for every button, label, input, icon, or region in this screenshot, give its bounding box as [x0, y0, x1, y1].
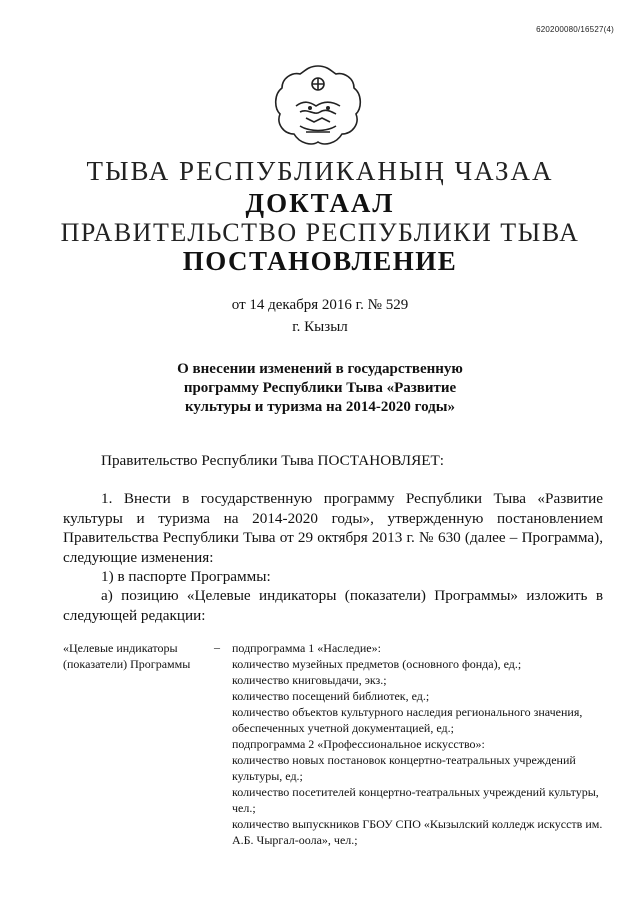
list-item: количество музейных предметов (основного фонда), ед.; — [232, 657, 522, 671]
list-item: количество объектов культурного наследия регионального значения, обеспеченных учетной документацией, ед.; — [232, 705, 583, 735]
preamble-paragraph: Правительство Республики Тыва ПОСТАНОВЛЯЕТ: — [101, 452, 444, 469]
table-dash: – — [214, 640, 220, 654]
list-item: подпрограмма 1 «Наследие»: — [232, 641, 381, 655]
list-item: количество книговыдачи, экз.; — [232, 673, 387, 687]
decree-title — [0, 360, 640, 417]
title-line: программу Республики Тыва «Развитие — [183, 380, 457, 396]
document-id: 620200080/16527(4) — [536, 25, 614, 34]
header-tuvan-government: ТЫВА РЕСПУБЛИКАНЫҢ ЧАЗАА — [86, 156, 554, 186]
clause-1-subitem: 1) в паспорте Программы: — [101, 568, 271, 585]
decree-date: от 14 декабря 2016 г. № 529 — [231, 297, 409, 313]
header-tuvan-decree: ДОКТААЛ — [245, 188, 395, 218]
coat-of-arms-emblem-icon — [270, 62, 366, 150]
list-item: количество посетителей концертно-театральных учреждений культуры, чел.; — [232, 785, 599, 815]
clause-1-subsubitem: а) позицию «Целевые индикаторы (показатели) Программы» изложить в следующей редакции: — [63, 587, 603, 624]
header-government: ПРАВИТЕЛЬСТВО РЕСПУБЛИКИ ТЫВА — [60, 218, 580, 247]
list-item: количество выпускников ГБОУ СПО «Кызылский колледж искусств им. А.Б. Чыргал-оола», чел.; — [232, 817, 603, 847]
list-item: количество новых постановок концертно-театральных учреждений культуры, ед.; — [232, 753, 576, 783]
list-item: количество посещений библиотек, ед.; — [232, 689, 430, 703]
clause-1-paragraph: 1. Внести в государственную программу Республики Тыва «Развитие культуры и туризма на 2014-2020 годы», утвержденную постановлением Правительства Республики Тыва от 29 октября 2013 г. № 630 (далее – Программа), следующие изменения: — [63, 490, 603, 566]
table-left-line: «Целевые индикаторы — [63, 641, 178, 655]
list-item: подпрограмма 2 «Профессиональное искусство»: — [232, 737, 485, 751]
table-right-cell — [232, 640, 612, 848]
title-line: культуры и туризма на 2014-2020 годы» — [185, 399, 455, 415]
table-left-line: (показатели) Программы — [63, 657, 191, 671]
decree-city: г. Кызыл — [292, 319, 348, 335]
header-decree: ПОСТАНОВЛЕНИЕ — [182, 246, 458, 276]
table-left-cell — [63, 640, 213, 672]
title-line: О внесении изменений в государственную — [177, 361, 463, 377]
